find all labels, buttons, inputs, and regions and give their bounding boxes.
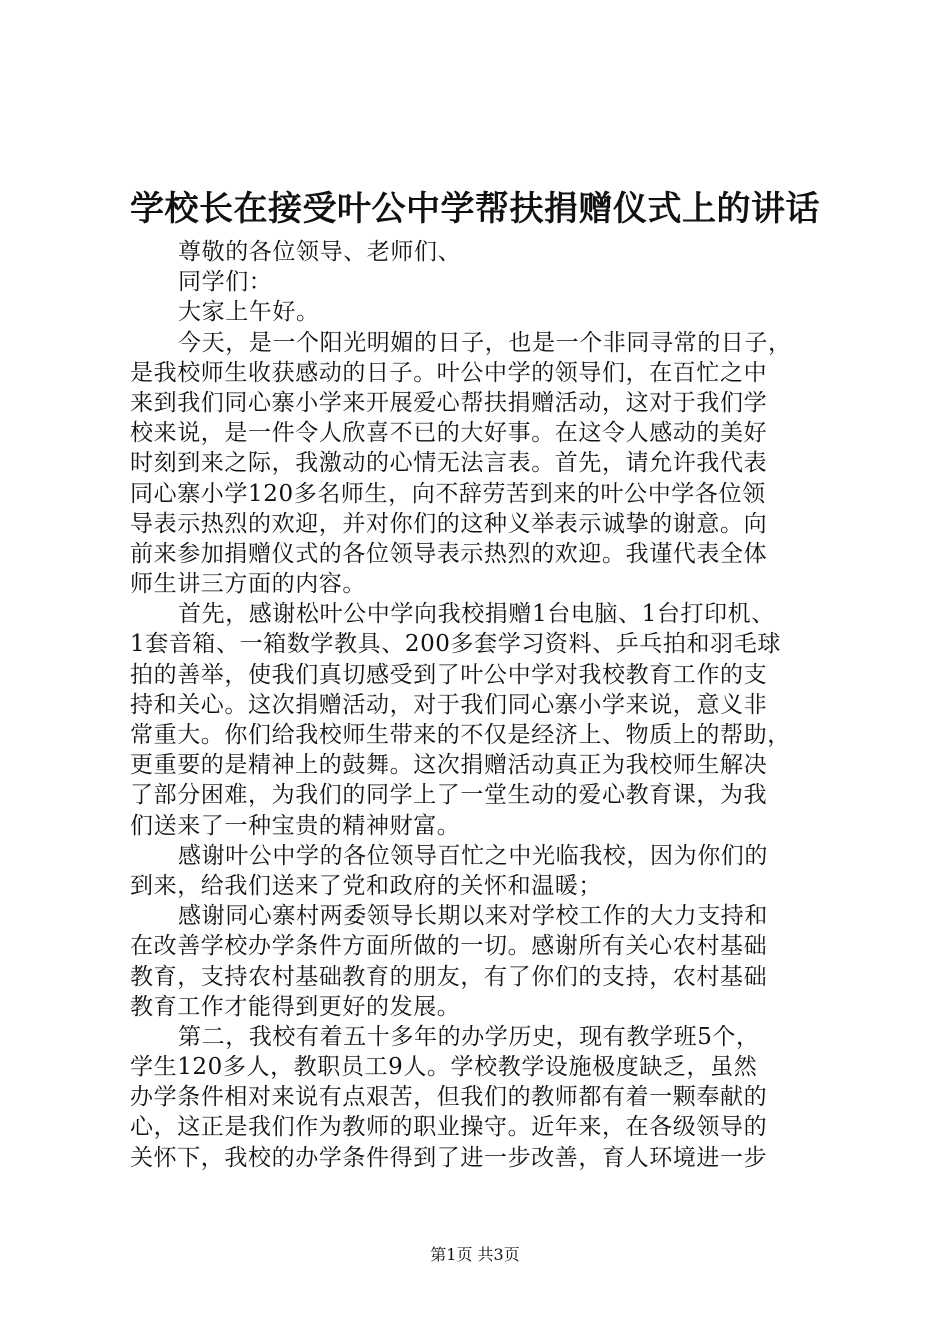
text-line: 教育工作才能得到更好的发展。 [130,993,461,1020]
text-line: 同心寨小学120多名师生，向不辞劳苦到来的叶公中学各位领 [130,480,766,507]
text-line: 第二，我校有着五十多年的办学历史，现有教学班5个， [178,1023,760,1050]
text-line: 常重大。你们给我校师生带来的不仅是经济上、物质上的帮助， [130,722,791,748]
text-line: 今天，是一个阳光明媚的日子，也是一个非同寻常的日子， [178,329,792,356]
text-line: 同学们： [178,269,273,296]
text-line: 导表示热烈的欢迎，并对你们的这种义举表示诚挚的谢意。向 [130,510,768,537]
text-line: 们送来了一种宝贵的精神财富。 [130,812,461,839]
text-line: 首先，感谢松叶公中学向我校捐赠1台电脑、1台打印机、 [178,601,775,628]
text-line: 校来说，是一件令人欣喜不已的大好事。在这令人感动的美好 [130,420,768,447]
text-line: 拍的善举，使我们真切感受到了叶公中学对我校教育工作的支 [130,661,768,688]
text-line: 办学条件相对来说有点艰苦，但我们的教师都有着一颗奉献的 [130,1084,768,1111]
text-line: 了部分困难，为我们的同学上了一堂生动的爱心教育课，为我 [130,782,768,809]
document-title: 学校长在接受叶公中学帮扶捐赠仪式上的讲话 [130,189,820,229]
text-line: 在改善学校办学条件方面所做的一切。感谢所有关心农村基础 [130,933,768,960]
text-line: 到来，给我们送来了党和政府的关怀和温暖； [130,872,602,899]
text-line: 更重要的是精神上的鼓舞。这次捐赠活动真正为我校师生解决 [130,752,768,779]
page-footer: 第1页 共3页 [430,1245,520,1264]
document-body [130,237,836,1173]
text-line: 是我校师生收获感动的日子。叶公中学的领导们，在百忙之中 [130,359,768,386]
text-line: 时刻到来之际，我激动的心情无法言表。首先，请允许我代表 [130,450,768,477]
text-line: 感谢叶公中学的各位领导百忙之中光临我校，因为你们的 [178,842,768,869]
text-line: 师生讲三方面的内容。 [130,571,366,598]
text-line: 大家上午好。 [178,299,320,326]
text-line: 持和关心。这次捐赠活动，对于我们同心寨小学来说，意义非 [130,691,768,718]
text-line: 学生120多人，教职员工9人。学校教学设施极度缺乏，虽然 [130,1054,758,1081]
text-line: 1套音箱、一箱数学教具、200多套学习资料、乒乓拍和羽毛球 [130,631,781,658]
text-line: 来到我们同心寨小学来开展爱心帮扶捐赠活动，这对于我们学 [130,389,768,416]
text-line: 关怀下，我校的办学条件得到了进一步改善，育人环境进一步 [130,1144,768,1171]
text-line: 心，这正是我们作为教师的职业操守。近年来，在各级领导的 [130,1114,768,1141]
text-line: 感谢同心寨村两委领导长期以来对学校工作的大力支持和 [178,903,768,930]
text-line: 教育，支持农村基础教育的朋友，有了你们的支持，农村基础 [130,963,768,990]
text-line: 尊敬的各位领导、老师们、 [178,239,462,265]
text-line: 前来参加捐赠仪式的各位领导表示热烈的欢迎。我谨代表全体 [130,540,768,567]
